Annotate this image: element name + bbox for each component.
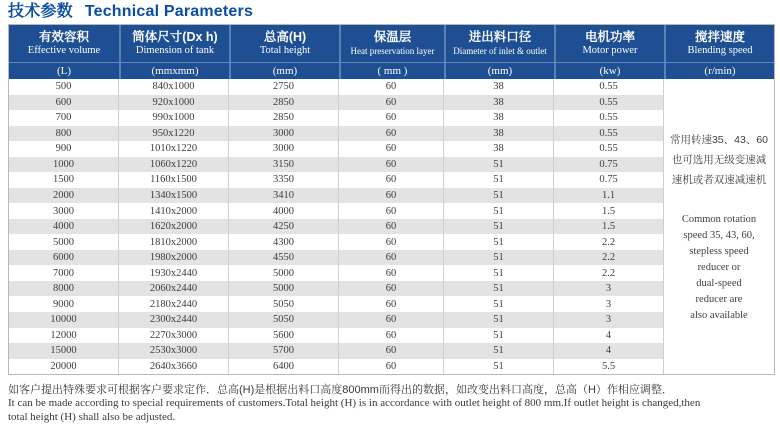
table-cell: 2300x2440: [119, 312, 229, 328]
table-cell: 3: [554, 312, 664, 328]
header-unit: (mm): [231, 62, 339, 79]
table-cell: 4000: [9, 219, 119, 235]
table-cell: 60: [339, 141, 444, 157]
table-cell: 60: [339, 250, 444, 266]
header-unit: ( mm ): [341, 62, 444, 79]
header-label-cn: 电机功率: [584, 30, 635, 44]
table-cell: 1.1: [554, 188, 664, 204]
table-row: [9, 296, 664, 312]
table-header-cell: [444, 25, 554, 79]
table-cell: 38: [444, 110, 554, 126]
header-label-cn: 有效容积: [38, 30, 89, 44]
blending-speed-merged-cell: [664, 79, 774, 374]
note-line-en: dual-speed: [696, 277, 742, 289]
footnote-line-en-2: total height (H) shall also be adjusted.: [8, 410, 176, 423]
table-cell: 2270x3000: [119, 328, 229, 344]
header-unit: (mm): [446, 62, 554, 79]
table-cell: 51: [444, 281, 554, 297]
page-title-cn: 技术参数: [8, 3, 73, 20]
table-rows: [9, 79, 664, 374]
table-row: [9, 219, 664, 235]
table-cell: 2060x2440: [119, 281, 229, 297]
table-cell: 60: [339, 265, 444, 281]
header-label-cn: 保温层: [373, 30, 412, 44]
header-label-cn: 总高(H): [263, 30, 307, 44]
table-cell: 1.5: [554, 203, 664, 219]
table-cell: 60: [339, 157, 444, 173]
table-row: [9, 359, 664, 375]
table-cell: 0.55: [554, 126, 664, 142]
table-cell: 3150: [229, 157, 339, 173]
table-cell: 3000: [229, 141, 339, 157]
table-cell: 60: [339, 203, 444, 219]
table-cell: 2750: [229, 79, 339, 95]
table-header-cell: [229, 25, 339, 79]
table-cell: 60: [339, 296, 444, 312]
table-cell: 3000: [229, 126, 339, 142]
table-cell: 0.55: [554, 110, 664, 126]
header-unit: (r/min): [666, 62, 774, 79]
table-cell: 51: [444, 250, 554, 266]
header-label-cn: 进出料口径: [468, 30, 532, 44]
header-label-en: Blending speed: [687, 45, 753, 56]
parameters-table: [8, 24, 775, 375]
header-unit: (mmxmm): [121, 62, 229, 79]
table-header-cell: [554, 25, 664, 79]
table-cell: 10000: [9, 312, 119, 328]
table-row: [9, 79, 664, 95]
table-cell: 3: [554, 296, 664, 312]
table-row: [9, 141, 664, 157]
table-row: [9, 234, 664, 250]
table-cell: 51: [444, 234, 554, 250]
table-header-cell: [664, 25, 774, 79]
table-cell: 2180x2440: [119, 296, 229, 312]
table-cell: 800: [9, 126, 119, 142]
page-title: [8, 1, 253, 22]
table-cell: 4: [554, 343, 664, 359]
table-cell: 5000: [9, 234, 119, 250]
table-cell: 6000: [9, 250, 119, 266]
header-cell-names: [9, 30, 119, 62]
table-cell: 51: [444, 203, 554, 219]
table-cell: 5050: [229, 296, 339, 312]
note-line-cn: 常用转速35、43、60: [669, 133, 769, 146]
table-cell: 2.2: [554, 234, 664, 250]
table-cell: 1160x1500: [119, 172, 229, 188]
table-cell: 60: [339, 79, 444, 95]
table-row: [9, 312, 664, 328]
table-cell: 1.5: [554, 219, 664, 235]
table-cell: 1620x2000: [119, 219, 229, 235]
table-cell: 51: [444, 219, 554, 235]
table-cell: 38: [444, 95, 554, 111]
table-cell: 0.75: [554, 172, 664, 188]
table-cell: 60: [339, 343, 444, 359]
table-header-cell: [9, 25, 119, 79]
table-cell: 4: [554, 328, 664, 344]
table-cell: 4000: [229, 203, 339, 219]
table-cell: 700: [9, 110, 119, 126]
table-header-cell: [339, 25, 444, 79]
table-row: [9, 250, 664, 266]
table-cell: 4550: [229, 250, 339, 266]
table-row: [9, 126, 664, 142]
table-row: [9, 95, 664, 111]
table-row: [9, 343, 664, 359]
table-cell: 4250: [229, 219, 339, 235]
table-cell: 600: [9, 95, 119, 111]
table-cell: 12000: [9, 328, 119, 344]
table-cell: 1060x1220: [119, 157, 229, 173]
header-cell-names: [446, 30, 554, 62]
table-cell: 5000: [229, 265, 339, 281]
table-cell: 990x1000: [119, 110, 229, 126]
table-cell: 2640x3660: [119, 359, 229, 375]
table-cell: 51: [444, 172, 554, 188]
table-header-row: [9, 25, 774, 79]
table-cell: 1410x2000: [119, 203, 229, 219]
table-cell: 5000: [229, 281, 339, 297]
table-cell: 5050: [229, 312, 339, 328]
table-cell: 1340x1500: [119, 188, 229, 204]
header-label-en: Heat preservation layer: [350, 46, 435, 56]
table-cell: 6400: [229, 359, 339, 375]
table-cell: 5.5: [554, 359, 664, 375]
header-label-en: Dimension of tank: [135, 45, 215, 56]
header-label-en: Diameter of inlet & outlet: [453, 46, 547, 56]
table-cell: 60: [339, 359, 444, 375]
table-cell: 9000: [9, 296, 119, 312]
table-cell: 1000: [9, 157, 119, 173]
table-row: [9, 328, 664, 344]
header-label-cn: 筒体尺寸(Dx h): [132, 30, 218, 44]
table-cell: 3350: [229, 172, 339, 188]
note-line-en: also available: [690, 309, 748, 321]
table-cell: 60: [339, 219, 444, 235]
table-cell: 950x1220: [119, 126, 229, 142]
table-cell: 51: [444, 312, 554, 328]
table-cell: 2850: [229, 95, 339, 111]
table-row: [9, 188, 664, 204]
table-cell: 51: [444, 343, 554, 359]
table-cell: 2.2: [554, 250, 664, 266]
note-line-en: Common rotation: [681, 213, 757, 225]
table-cell: 2000: [9, 188, 119, 204]
table-row: [9, 203, 664, 219]
table-cell: 3410: [229, 188, 339, 204]
header-cell-names: [231, 30, 339, 62]
table-cell: 1500: [9, 172, 119, 188]
page-title-en: Technical Parameters: [84, 3, 254, 20]
header-cell-names: [666, 30, 774, 62]
table-cell: 60: [339, 328, 444, 344]
table-cell: 51: [444, 359, 554, 375]
note-line-cn: 速机或者双速减速机: [671, 173, 767, 186]
table-cell: 51: [444, 188, 554, 204]
footnote-line-en-1: It can be made according to special requirements of customers.Total height (H) is in accordance with outlet height of 800 mm.If outlet height is changed,then: [8, 397, 701, 409]
table-cell: 0.55: [554, 141, 664, 157]
table-cell: 2530x3000: [119, 343, 229, 359]
table-cell: 840x1000: [119, 79, 229, 95]
header-unit: (L): [9, 62, 119, 79]
table-cell: 2850: [229, 110, 339, 126]
table-cell: 5600: [229, 328, 339, 344]
header-label-en: Motor power: [582, 45, 638, 56]
header-cell-names: [341, 30, 444, 62]
table-cell: 60: [339, 126, 444, 142]
table-body: [9, 79, 774, 374]
table-cell: 3: [554, 281, 664, 297]
header-cell-names: [121, 30, 229, 62]
footnote-line-cn: 如客户提出特殊要求可根据客户要求定作．总高(H)是根据出料口高度800mm而得出的数据，如改变出料口高度，总高（H）作相应调整．: [8, 384, 673, 396]
header-label-en: Total height: [259, 45, 311, 56]
table-cell: 51: [444, 265, 554, 281]
header-cell-names: [556, 30, 664, 62]
table-cell: 15000: [9, 343, 119, 359]
table-cell: 38: [444, 126, 554, 142]
table-cell: 20000: [9, 359, 119, 375]
blending-speed-note-en: [682, 212, 756, 324]
table-cell: 1980x2000: [119, 250, 229, 266]
table-cell: 60: [339, 172, 444, 188]
table-row: [9, 110, 664, 126]
table-cell: 60: [339, 312, 444, 328]
table-cell: 51: [444, 296, 554, 312]
table-cell: 38: [444, 79, 554, 95]
table-cell: 51: [444, 328, 554, 344]
table-cell: 60: [339, 234, 444, 250]
table-row: [9, 281, 664, 297]
table-cell: 5700: [229, 343, 339, 359]
note-line-en: reducer are: [695, 293, 743, 305]
table-cell: 60: [339, 281, 444, 297]
table-row: [9, 157, 664, 173]
header-label-cn: 搅拌速度: [694, 30, 745, 44]
table-cell: 0.75: [554, 157, 664, 173]
table-cell: 920x1000: [119, 95, 229, 111]
blending-speed-note-cn: [670, 130, 768, 190]
table-row: [9, 172, 664, 188]
note-line-cn: 也可选用无级变速减: [671, 153, 767, 166]
footnote: [8, 383, 774, 424]
table-cell: 0.55: [554, 79, 664, 95]
table-cell: 60: [339, 110, 444, 126]
table-cell: 2.2: [554, 265, 664, 281]
table-cell: 1810x2000: [119, 234, 229, 250]
table-cell: 0.55: [554, 95, 664, 111]
note-line-en: stepless speed: [689, 245, 749, 257]
table-cell: 1930x2440: [119, 265, 229, 281]
table-cell: 500: [9, 79, 119, 95]
table-cell: 8000: [9, 281, 119, 297]
note-line-en: reducer or: [697, 261, 741, 273]
table-cell: 60: [339, 188, 444, 204]
table-cell: 38: [444, 141, 554, 157]
table-cell: 51: [444, 157, 554, 173]
header-unit: (kw): [556, 62, 664, 79]
table-row: [9, 265, 664, 281]
table-cell: 60: [339, 95, 444, 111]
note-line-en: speed 35, 43, 60,: [683, 229, 755, 241]
table-header-cell: [119, 25, 229, 79]
table-cell: 900: [9, 141, 119, 157]
table-cell: 7000: [9, 265, 119, 281]
table-cell: 3000: [9, 203, 119, 219]
table-cell: 4300: [229, 234, 339, 250]
header-label-en: Effective volume: [27, 45, 101, 56]
table-cell: 1010x1220: [119, 141, 229, 157]
